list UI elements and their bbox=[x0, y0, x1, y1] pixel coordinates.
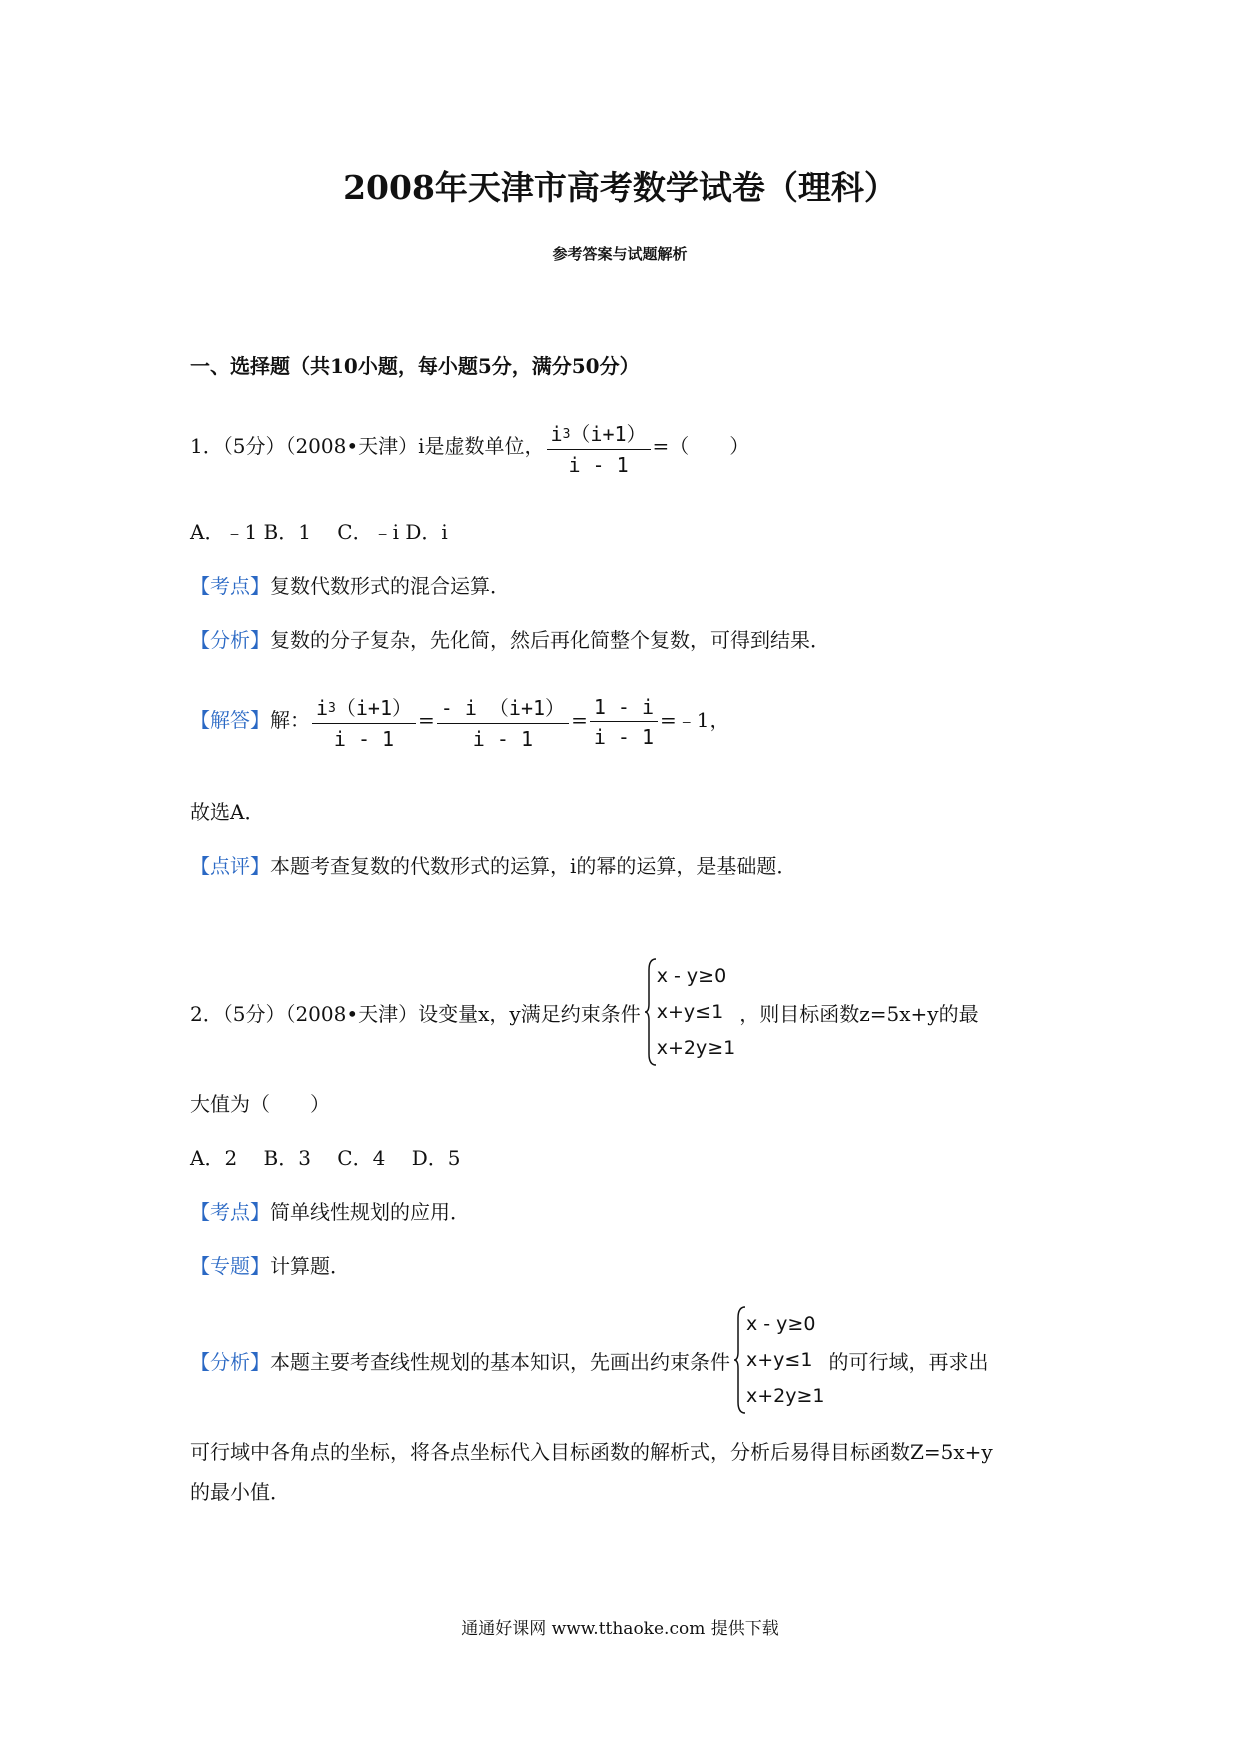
fenxi-tag: 【分析】 bbox=[190, 1349, 270, 1374]
q1-fraction bbox=[547, 418, 651, 477]
q1-stem-suffix: =（ ） bbox=[652, 434, 750, 458]
q1-fraction-denominator: i - 1 bbox=[568, 453, 629, 477]
q1-dianping bbox=[190, 850, 796, 879]
page-title: 2008年天津市高考数学试卷（理科） bbox=[343, 168, 897, 207]
constraint-row: x - y≥0 bbox=[746, 1313, 816, 1335]
q1-kaodian bbox=[190, 570, 510, 599]
page-subtitle: 参考答案与试题解析 bbox=[552, 245, 688, 263]
q1-conclusion: 故选A． bbox=[190, 800, 265, 824]
q1-solution-fraction-2: $\frac{- i (i+1)}{i - 1}$ bbox=[437, 692, 569, 751]
section-heading: 一、选择题（共10小题，每小题5分，满分50分） bbox=[190, 354, 640, 378]
q1-solution-fraction-3: $\frac{1 - i}{i - 1}$ bbox=[590, 695, 658, 749]
q2-fenxi-line2: 可行域中各角点的坐标，将各点坐标代入目标函数的解析式，分析后易得目标函数Z=5x+y bbox=[190, 1440, 993, 1464]
q1-stem bbox=[190, 418, 749, 477]
constraint-row: x+y≤1 bbox=[746, 1349, 813, 1371]
q2-fenxi-constraint-system bbox=[734, 1306, 825, 1414]
kaodian-tag: 【考点】 bbox=[190, 574, 270, 598]
equals-sign: = bbox=[571, 708, 588, 732]
left-brace bbox=[734, 1306, 746, 1414]
q2-options: A．2 B．3 C．4 D．5 bbox=[190, 1146, 461, 1170]
constraint-row: x+2y≥1 bbox=[656, 1037, 736, 1059]
q2-stem-line2: 大值为（ ） bbox=[190, 1092, 330, 1116]
q1-jieda bbox=[190, 692, 730, 751]
dianping-tag: 【点评】 bbox=[190, 854, 270, 878]
q2-stem bbox=[190, 958, 979, 1066]
q2-kaodian-text: 简单线性规划的应用． bbox=[270, 1200, 470, 1224]
q2-stem-prefix: 2．（5分）（2008•天津）设变量x，y满足约束条件 bbox=[190, 1001, 641, 1026]
q2-fenxi-suffix: 的可行域，再求出 bbox=[828, 1349, 989, 1374]
q1-jieda-result: =﹣1， bbox=[660, 708, 730, 732]
q1-stem-prefix: 1．（5分）（2008•天津）i是虚数单位， bbox=[190, 434, 545, 458]
q1-options: A．﹣1 B．1 C．﹣i D．i bbox=[190, 520, 448, 544]
q1-kaodian-text: 复数代数形式的混合运算． bbox=[270, 574, 510, 598]
q2-zhuanti bbox=[190, 1250, 350, 1279]
equals-sign: = bbox=[418, 708, 435, 732]
q2-stem-suffix: ，则目标函数z=5x+y的最 bbox=[739, 1001, 979, 1026]
footer-credit: 通通好课网 www.tthaoke.com 提供下载 bbox=[461, 1619, 779, 1639]
left-brace bbox=[645, 958, 657, 1066]
q1-solution-fraction-1: $\frac{i^3(i+1)}{i - 1}$ bbox=[312, 692, 416, 751]
kaodian-tag: 【考点】 bbox=[190, 1200, 270, 1224]
q1-fenxi bbox=[190, 624, 830, 653]
constraint-row: x+2y≥1 bbox=[746, 1385, 825, 1407]
q2-zhuanti-text: 计算题． bbox=[270, 1254, 350, 1278]
q2-fenxi-prefix: 本题主要考查线性规划的基本知识，先画出约束条件 bbox=[270, 1349, 730, 1374]
fenxi-tag: 【分析】 bbox=[190, 628, 270, 652]
constraint-row: x - y≥0 bbox=[656, 965, 727, 987]
q2-fenxi-line3: 的最小值． bbox=[190, 1480, 290, 1504]
jieda-tag: 【解答】 bbox=[190, 708, 270, 732]
zhuanti-tag: 【专题】 bbox=[190, 1254, 270, 1278]
q2-fenxi bbox=[190, 1306, 989, 1414]
q2-kaodian bbox=[190, 1196, 470, 1225]
q1-fenxi-text: 复数的分子复杂，先化简，然后再化简整个复数，可得到结果． bbox=[270, 628, 830, 652]
constraint-row: x+y≤1 bbox=[656, 1001, 724, 1023]
q2-constraint-system bbox=[645, 958, 736, 1066]
q1-dianping-text: 本题考查复数的代数形式的运算，i的幂的运算，是基础题． bbox=[270, 854, 797, 878]
q1-fraction-numerator: $i^3(i+1)$ bbox=[550, 422, 647, 446]
q1-jieda-prefix: 解： bbox=[270, 708, 310, 732]
